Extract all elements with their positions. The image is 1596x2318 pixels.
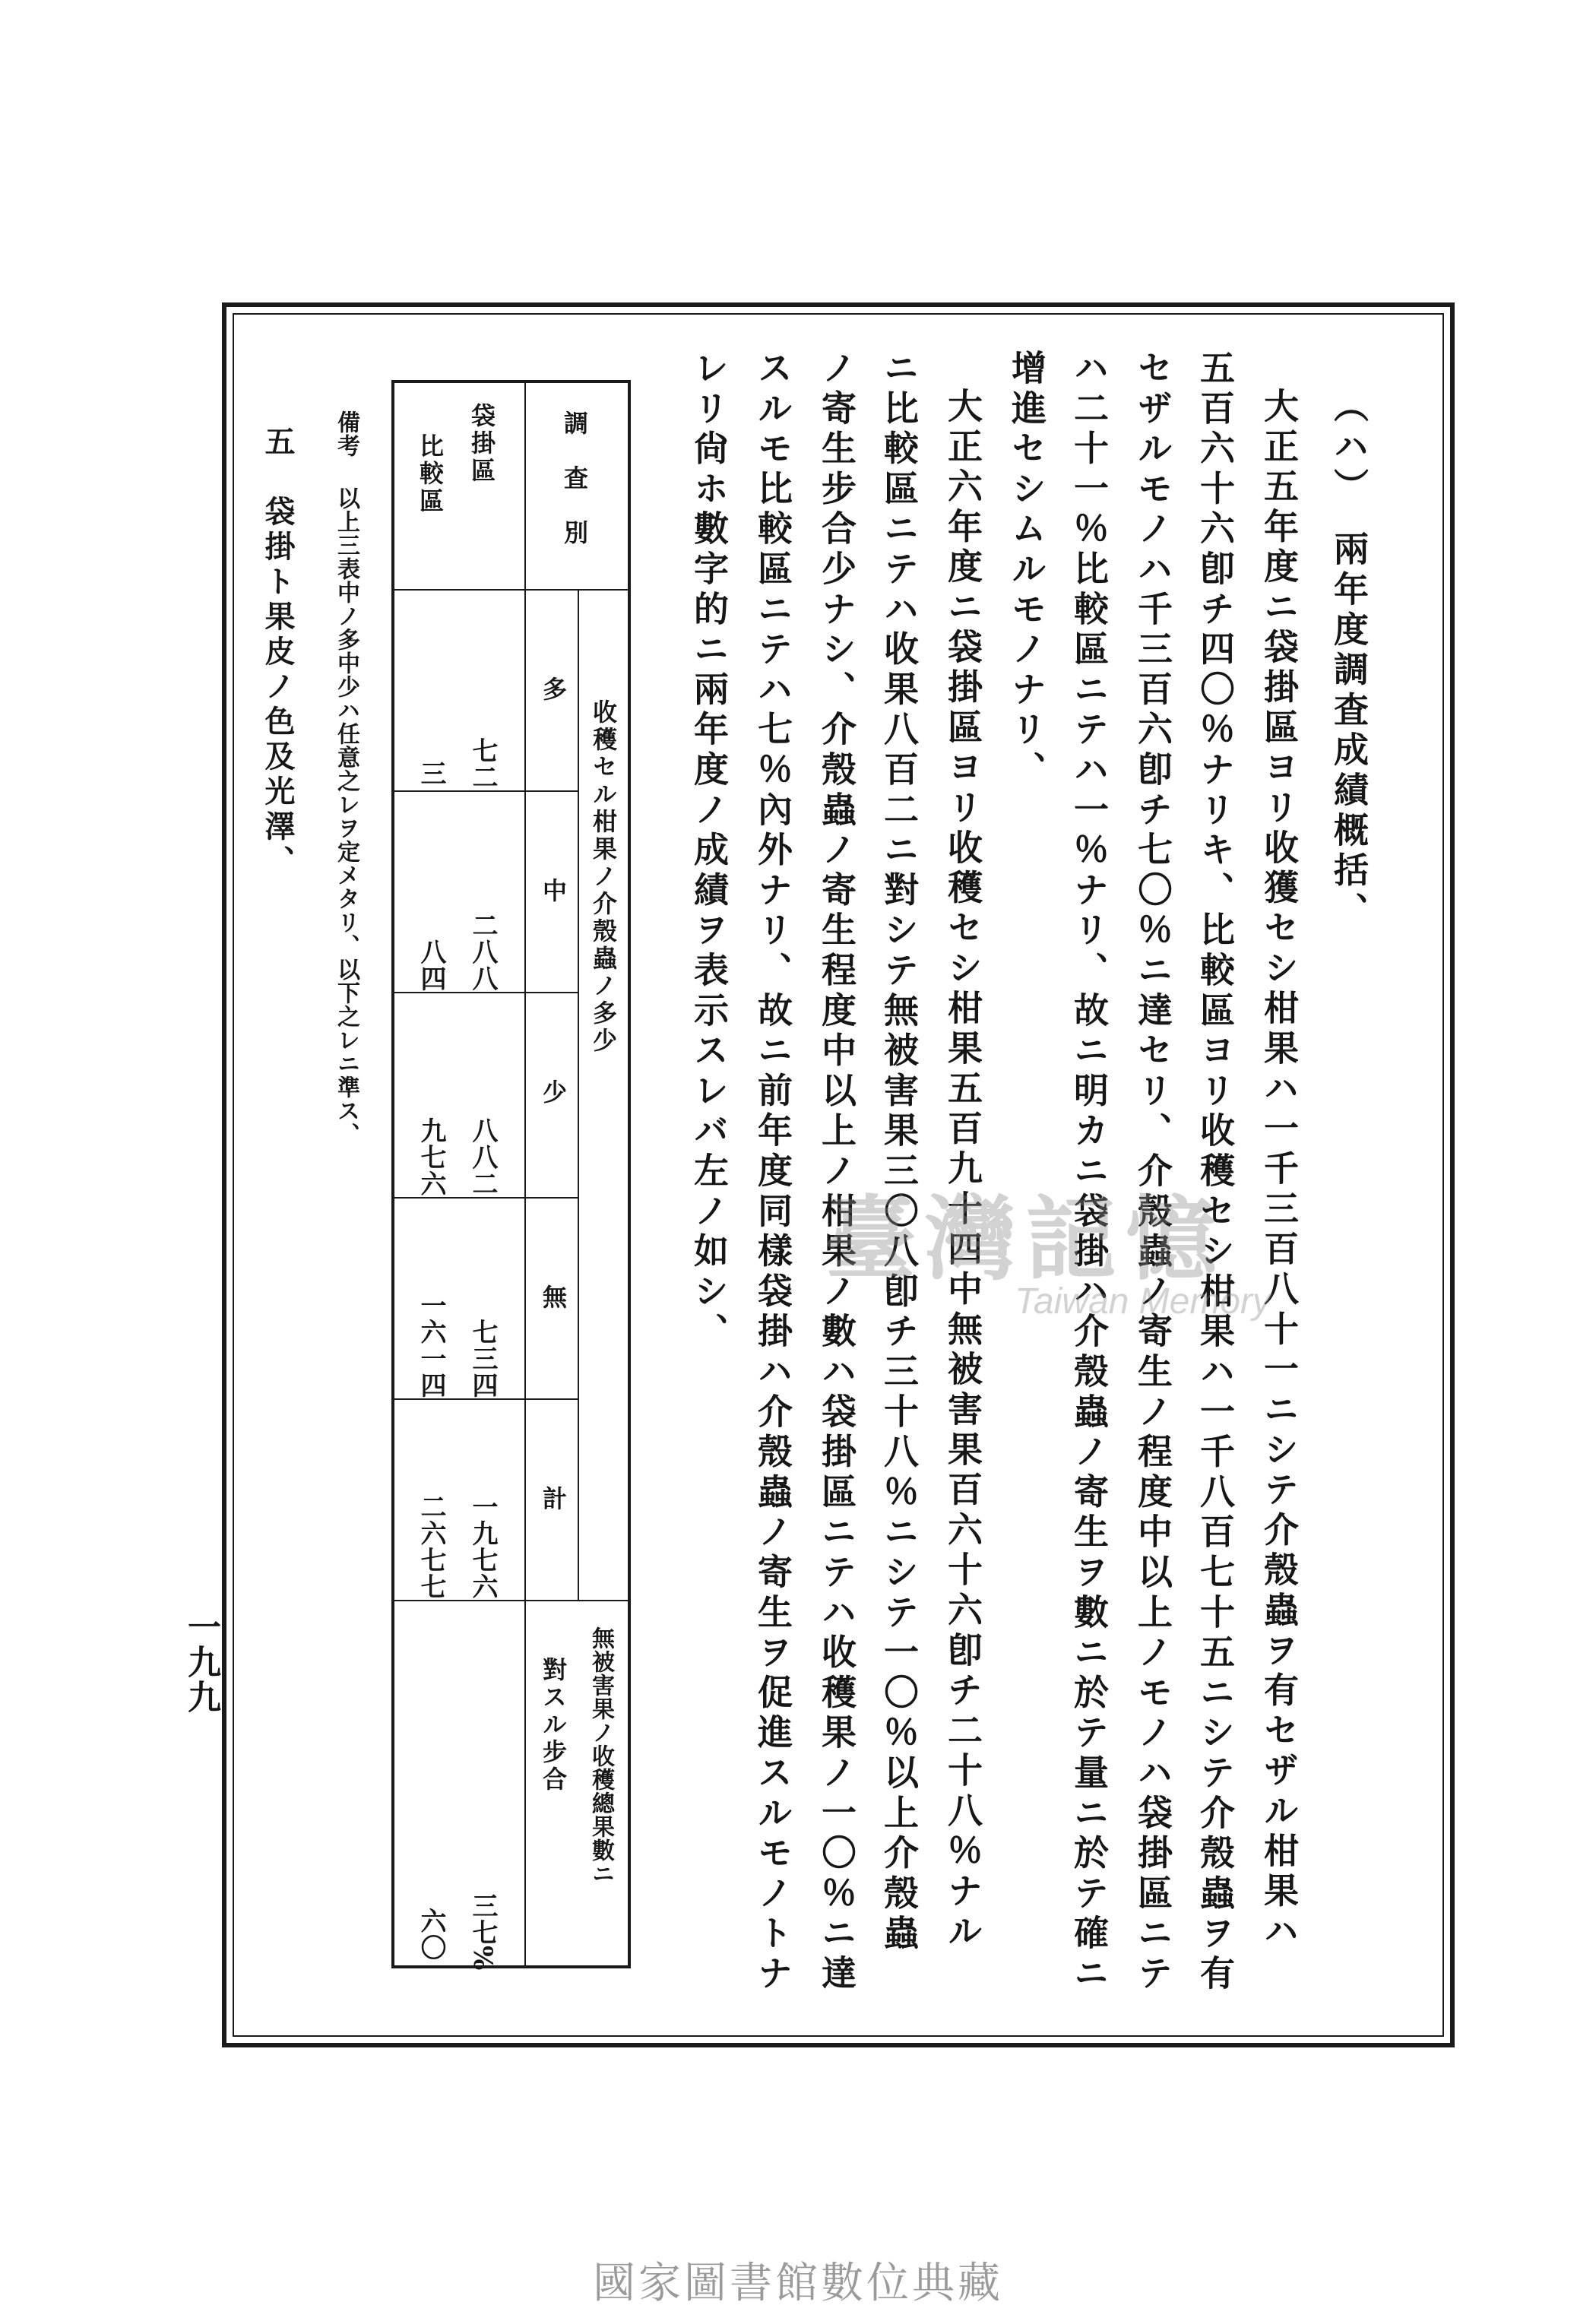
table-row-label-1: 袋掛區: [467, 403, 496, 485]
table-col-header-3: 少: [539, 1079, 568, 1107]
table-col-header-1: 多: [539, 676, 568, 704]
footer-credit: 國家圖書館數位典藏: [593, 2259, 1003, 2308]
body-column-3: セザルモノハ千三百六卽チ七〇％ニ達セリ、介殼蟲ノ寄生ノ程度中以上ノモノハ袋掛區ニテ: [1132, 350, 1173, 1995]
watermark-cn: 臺灣記憶: [825, 1186, 1226, 1293]
table-cell: 二八八: [467, 912, 498, 992]
table-cell: 二六七七: [416, 1493, 446, 1600]
table-col-header-5: 計: [539, 1486, 568, 1513]
table-header-group: 收穫セル柑果ノ介殼蟲ノ多少: [589, 699, 618, 1055]
body-column-1: 大正五年度ニ袋掛區ヨリ收獲セシ柑果ハ一千三百八十一ニシテ介殼蟲ヲ有セザル柑果ハ: [1259, 388, 1300, 1953]
watermark-logo: [825, 1167, 1372, 1341]
remark-text: 以上三表中ノ多中少ハ任意之レヲ定メタリ、以下之レニ準ス、: [333, 486, 359, 1146]
body-column-8: ノ寄生步合少ナシ、介殼蟲ノ寄生程度中以上ノ柑果ノ數ハ袋掛區ニテハ收穫果ノ一〇％ニ達: [816, 350, 857, 1995]
table-cell: 一六一四: [416, 1292, 446, 1398]
section-heading: （ハ） 兩年度調査成績概括、: [1328, 388, 1370, 933]
table-cell: 三七%: [467, 1892, 498, 1971]
remark-label: 備考: [333, 410, 359, 458]
table-row-label-2: 比較區: [416, 433, 445, 515]
table-cell: 三: [416, 760, 446, 787]
table-header-main: 調 査 別: [560, 410, 589, 547]
body-column-10: レリ尙ホ數字的ニ兩年度ノ成績ヲ表示スレバ左ノ如シ、: [689, 350, 730, 1353]
table-cell: 七二: [467, 737, 498, 790]
watermark-en: Taiwan Memory: [1015, 1281, 1271, 1322]
page-number: 一九九: [182, 1610, 220, 1715]
table-cell: 七三四: [467, 1319, 498, 1398]
body-column-4: ハ二十一％比較區ニテハ一％ナリ、故ニ明カニ袋掛ハ介殼蟲ノ寄生ヲ數ニ於テ量ニ於テ確ニ: [1069, 350, 1110, 1995]
body-column-5: 增進セシムルモノナリ、: [1006, 350, 1047, 791]
table-cell: 一九七六: [467, 1493, 498, 1600]
table-cell: 八四: [416, 939, 446, 992]
table-header-ratio-1: 無被害果ノ收穫總果數ニ: [587, 1626, 614, 1886]
table-header-ratio-2: 對スル步合: [539, 1657, 568, 1794]
table-col-header-2: 中: [539, 878, 568, 905]
table-cell: 九七六: [416, 1117, 446, 1197]
table-cell: 八八二: [467, 1117, 498, 1197]
next-section-heading: 五 袋掛ト果皮ノ色及光澤、: [260, 426, 296, 880]
body-column-2: 五百六十六卽チ四〇％ナリキ、比較區ヨリ收穫セシ柑果ハ一千八百七十五ニシテ介殼蟲ヲ有: [1195, 350, 1236, 1995]
body-column-7: ニ比較區ニテハ收果八百二ニ對シテ無被害果三〇八卽チ三十八％ニシテ一〇％以上介殼蟲: [879, 350, 920, 1955]
body-column-6: 大正六年度ニ袋掛區ヨリ收穫セシ柑果五百九十四中無被害果百六十六卽チ二十八％ナル: [942, 388, 983, 1953]
table-cell: 六〇: [416, 1908, 446, 1961]
table-col-header-4: 無: [539, 1284, 568, 1312]
body-column-9: スルモ比較區ニテハ七％內外ナリ、故ニ前年度同樣袋掛ハ介殼蟲ノ寄生ヲ促進スルモノトナ: [752, 350, 793, 1995]
